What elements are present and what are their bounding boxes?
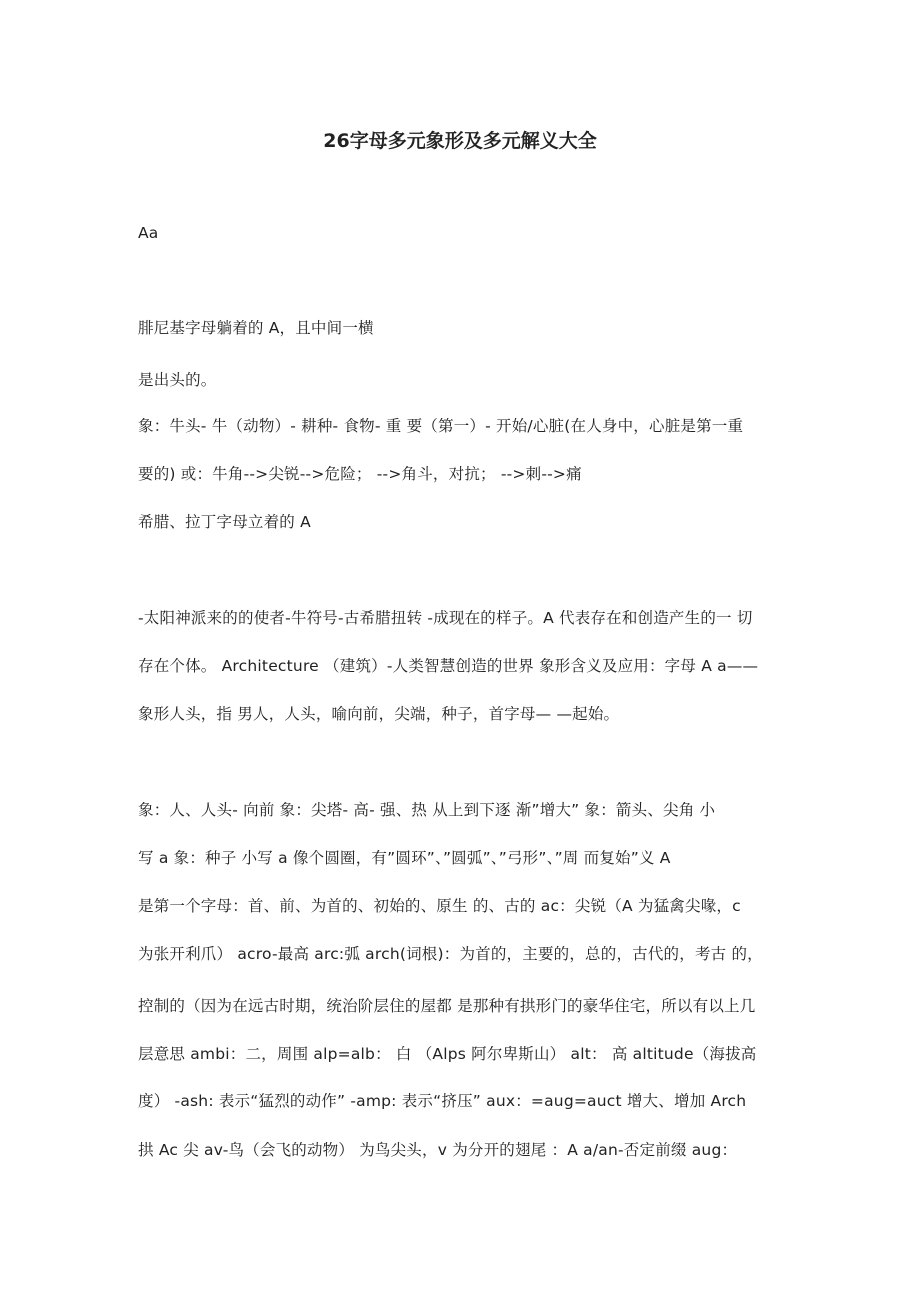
text-line: 度） -ash: 表示“猛烈的动作” -amp: 表示“挤压” aux：=aug=auct 增大、增加 Arch — [138, 1092, 747, 1110]
text-line: 腓尼基字母躺着的 A，且中间一横 — [138, 319, 374, 337]
text-line: 层意思 ambi：二，周围 alp=alb： 白 （Alps 阿尔卑斯山） alt： 高 altitude（海拔高 — [138, 1045, 757, 1063]
text-line: Aa — [138, 224, 159, 242]
text-line: 象：牛头- 牛（动物）- 耕种- 食物- 重 要（第一）- 开始/心脏(在人身中，心脏是第一重 — [138, 417, 744, 435]
text-line: 写 a 象：种子 小写 a 像个圆圈，有”圆环”、”圆弧”、”弓形”、”周 而复始”义 A — [138, 849, 671, 867]
text-line: 拱 Ac 尖 av-鸟（会飞的动物） 为鸟尖头，v 为分开的翅尾 ：A a/an-否定前缀 aug： — [138, 1141, 738, 1159]
text-line: 象形人头，指 男人，人头，喻向前，尖端，种子，首字母— —起始。 — [138, 705, 620, 723]
text-line: 控制的（因为在远古时期，统治阶层住的屋都 是那种有拱形门的豪华住宅，所以有以上几 — [138, 997, 756, 1015]
text-line: -太阳神派来的的使者-牛符号-古希腊扭转 -成现在的样子。A 代表存在和创造产生的一 切 — [138, 609, 753, 627]
text-line: 希腊、拉丁字母立着的 A — [138, 513, 311, 531]
text-line: 为张开利爪） acro-最高 arc:弧 arch(词根)：为首的，主要的，总的，古代的，考古 的， — [138, 945, 763, 963]
text-line: 存在个体。 Architecture （建筑）-人类智慧创造的世界 象形含义及应用：字母 A a—— — [138, 657, 759, 675]
document-title: 26字母多元象形及多元解义大全 — [323, 130, 597, 152]
text-line: 是出头的。 — [138, 371, 217, 389]
text-line: 是第一个字母：首、前、为首的、初始的、原生 的、古的 ac：尖锐（A 为猛禽尖喙，c — [138, 897, 741, 915]
text-line: 象：人、人头- 向前 象：尖塔- 高- 强、热 从上到下逐 渐”增大” 象：箭头、尖角 小 — [138, 801, 716, 819]
text-line: 要的) 或：牛角-->尖锐-->危险； -->角斗，对抗； -->刺-->痛 — [138, 465, 582, 483]
